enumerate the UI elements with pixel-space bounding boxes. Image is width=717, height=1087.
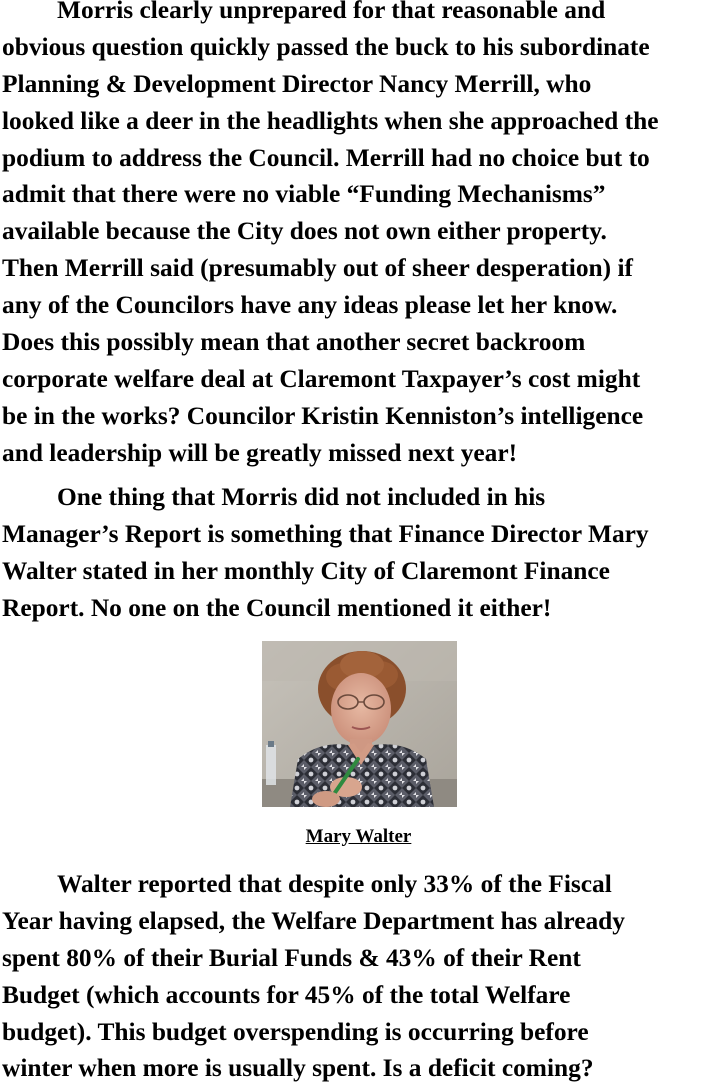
text-line: admit that there were no viable “Funding Mechanisms” [2,180,606,209]
text-line: obvious question quickly passed the buck to his subordinate [2,32,650,61]
text-line: Report. No one on the Council mentioned it either! [2,593,552,622]
text-line: Walter stated in her monthly City of Claremont Finance [2,556,610,585]
text-line: and leadership will be greatly missed next year! [2,438,518,467]
text-line: corporate welfare deal at Claremont Taxpayer’s cost might [2,364,641,393]
text-line: Year having elapsed, the Welfare Department has already [2,906,625,935]
text-line: be in the works? Councilor Kristin Kenniston’s intelligence [2,401,644,430]
text-line: budget). This budget overspending is occurring before [2,1017,589,1046]
caption-text: Mary Walter [305,826,412,847]
text-line: looked like a deer in the headlights when she approached the [2,106,659,135]
text-line: winter when more is usually spent. Is a deficit coming? [2,1054,594,1083]
text-line: Budget (which accounts for 45% of the total Welfare [2,980,571,1009]
text-line: any of the Councilors have any ideas please let her know. [2,291,618,320]
text-line: spent 80% of their Burial Funds & 43% of their Rent [2,943,581,972]
text-line: Planning & Development Director Nancy Merrill, who [2,69,592,98]
portrait-illustration [262,641,457,807]
paragraph-funding-mechanisms [2,0,714,472]
text-line: One thing that Morris did not included in his [57,483,546,511]
text-line: Then Merrill said (presumably out of sheer desperation) if [2,254,633,283]
text-line: Morris clearly unprepared for that reasonable and [57,0,606,24]
text-line: podium to address the Council. Merrill had no choice but to [2,143,650,172]
text-line: Does this possibly mean that another secret backroom [2,328,586,357]
photo-caption [0,825,717,849]
text-line: Manager’s Report is something that Finance Director Mary [2,519,649,548]
paragraph-managers-report [2,479,714,627]
text-line: available because the City does not own either property. [2,217,607,246]
paragraph-welfare-budget [2,866,714,1087]
portrait-photo [262,641,457,807]
text-line: Walter reported that despite only 33% of the Fiscal [57,870,612,898]
